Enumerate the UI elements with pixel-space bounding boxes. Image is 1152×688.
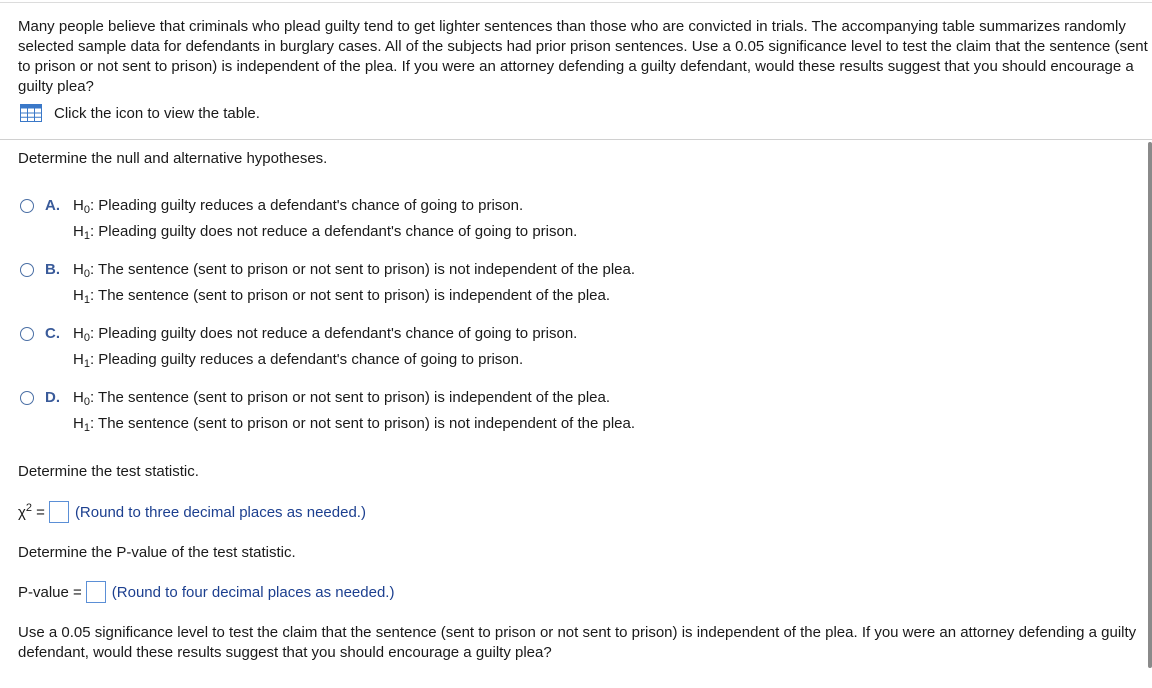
option-b[interactable] bbox=[18, 260, 1118, 324]
option-d-radio[interactable] bbox=[20, 391, 34, 405]
conclusion-prompt: Use a 0.05 significance level to test the claim that the sentence (sent to prison or not sent to prison) is independent of the plea. If you were an attorney defending a guilty defendant, would these results suggest that you should encourage a guilty plea? bbox=[18, 624, 1137, 661]
option-a[interactable] bbox=[18, 196, 1118, 260]
chi-square-label: $\chi^2$ = bbox=[18, 501, 45, 521]
test-statistic-row bbox=[18, 500, 366, 524]
option-a-h0: $H_0$: Pleading guilty reduces a defendant's chance of going to prison. bbox=[73, 197, 524, 216]
p-value-input[interactable] bbox=[86, 581, 106, 603]
option-c-h1: $H_1$: Pleading guilty reduces a defendant's chance of going to prison. bbox=[73, 351, 524, 370]
hypotheses-prompt: Determine the null and alternative hypotheses. bbox=[18, 150, 328, 167]
section-divider bbox=[0, 139, 1152, 140]
chi-square-input[interactable] bbox=[49, 501, 69, 523]
option-b-letter: B. bbox=[45, 261, 60, 278]
option-b-radio[interactable] bbox=[20, 263, 34, 277]
option-c-h0: $H_0$: Pleading guilty does not reduce a defendant's chance of going to prison. bbox=[73, 325, 578, 344]
option-a-h1: $H_1$: Pleading guilty does not reduce a defendant's chance of going to prison. bbox=[73, 223, 578, 242]
option-d-letter: D. bbox=[45, 389, 60, 406]
p-value-row bbox=[18, 580, 394, 604]
option-d-h0: $H_0$: The sentence (sent to prison or not sent to prison) is independent of the plea. bbox=[73, 389, 611, 408]
view-table-link[interactable] bbox=[18, 103, 1152, 123]
table-grid-icon[interactable] bbox=[20, 104, 42, 122]
p-value-prompt: Determine the P-value of the test statistic. bbox=[18, 544, 296, 561]
question-text: Many people believe that criminals who plead guilty tend to get lighter sentences than those who are convicted in trials. The accompanying table summarizes randomly selected sample data for defendants in burglary cases. All of the subjects had prior prison sentences. Use a 0.05 significance level to test the claim that the sentence (sent to prison or not sent to prison) is independent of the plea. If you were an attorney defending a guilty defendant, would these results suggest that you should encourage a guilty plea? bbox=[18, 18, 1148, 95]
view-table-text[interactable]: Click the icon to view the table. bbox=[54, 104, 260, 122]
top-rule bbox=[0, 2, 1152, 3]
option-d-h1: $H_1$: The sentence (sent to prison or not sent to prison) is not independent of the plea. bbox=[73, 415, 636, 434]
hypotheses-options bbox=[18, 196, 1118, 452]
option-c[interactable] bbox=[18, 324, 1118, 388]
option-c-radio[interactable] bbox=[20, 327, 34, 341]
option-a-radio[interactable] bbox=[20, 199, 34, 213]
option-d[interactable] bbox=[18, 388, 1118, 452]
option-b-h0: $H_0$: The sentence (sent to prison or not sent to prison) is not independent of the plea. bbox=[73, 261, 636, 280]
scrollbar[interactable] bbox=[1148, 142, 1152, 668]
p-value-hint: (Round to four decimal places as needed.) bbox=[111, 583, 395, 601]
option-c-letter: C. bbox=[45, 325, 60, 342]
chi-square-hint: (Round to three decimal places as needed.) bbox=[74, 503, 366, 521]
p-value-label: P-value = bbox=[18, 583, 82, 601]
option-b-h1: $H_1$: The sentence (sent to prison or not sent to prison) is independent of the plea. bbox=[73, 287, 611, 306]
test-statistic-prompt: Determine the test statistic. bbox=[18, 463, 199, 480]
question-block bbox=[18, 17, 1152, 123]
option-a-letter: A. bbox=[45, 197, 60, 214]
